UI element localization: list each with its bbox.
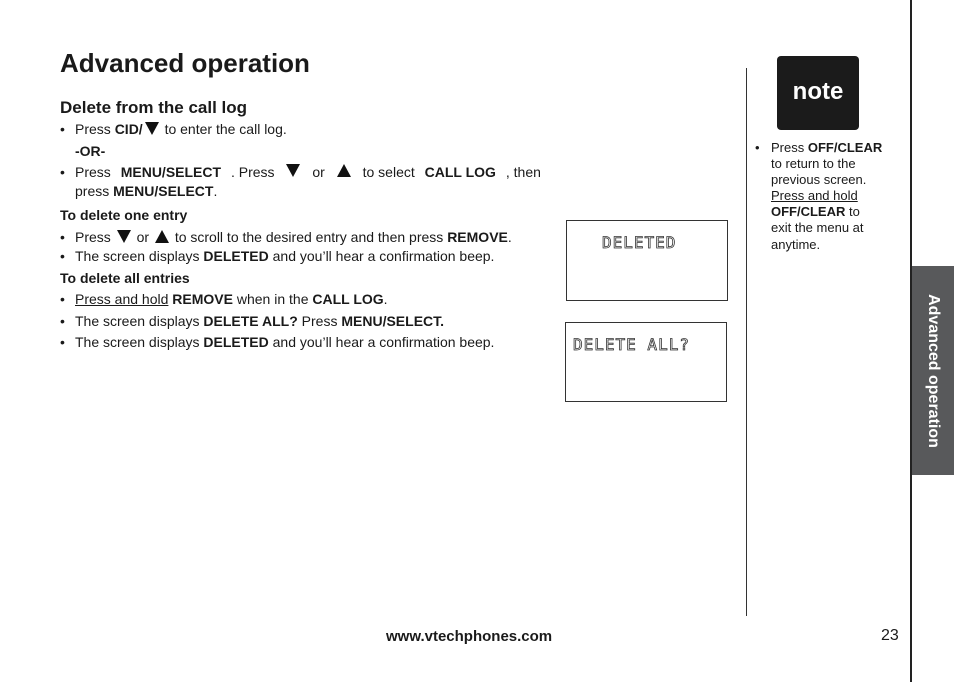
section-tab-label: Advanced operation xyxy=(925,294,942,448)
note-line: to return to the xyxy=(771,156,856,171)
bullet: • xyxy=(60,121,65,137)
bullet: • xyxy=(60,313,65,329)
bullet: • xyxy=(60,291,65,307)
page-title: Advanced operation xyxy=(60,48,310,78)
step-menu-select-cont: press MENU/SELECT. xyxy=(75,183,218,199)
lcd-screen-deleted xyxy=(566,220,728,301)
up-arrow-icon xyxy=(155,230,169,243)
lcd-text-deleted: DELETED xyxy=(602,233,677,252)
down-arrow-icon xyxy=(145,122,159,135)
note-line: exit the menu at xyxy=(771,220,864,235)
all-entries-step-2: The screen displays DELETE ALL? Press MENU/SELECT. xyxy=(75,313,445,329)
note-badge: note xyxy=(777,56,859,130)
note-line: previous screen. xyxy=(771,172,867,187)
all-entries-step-3: The screen displays DELETED and you’ll hear a confirmation beep. xyxy=(75,334,495,350)
lcd-screen-delete-all xyxy=(565,322,727,402)
note-line: Press OFF/CLEAR xyxy=(771,140,883,155)
up-arrow-icon xyxy=(337,164,351,177)
step-cid: Press CID/ to enter the call log. xyxy=(75,121,287,137)
section-tab xyxy=(912,266,954,475)
one-entry-step-2: The screen displays DELETED and you’ll hear a confirmation beep. xyxy=(75,248,495,264)
footer-url: www.vtechphones.com xyxy=(386,628,553,645)
bullet: • xyxy=(755,140,760,155)
note-line: anytime. xyxy=(771,237,821,252)
note-line: OFF/CLEAR to xyxy=(771,204,860,219)
bullet: • xyxy=(60,164,65,180)
one-entry-heading: To delete one entry xyxy=(60,207,188,223)
bullet: • xyxy=(60,334,65,350)
all-entries-step-1: Press and hold REMOVE when in the CALL LOG. xyxy=(75,291,388,307)
bullet: • xyxy=(60,229,65,245)
one-entry-step-1: Press or to scroll to the desired entry and then press REMOVE. xyxy=(75,229,512,245)
bullet: • xyxy=(60,248,65,264)
note-line: Press and hold xyxy=(771,188,858,203)
section-title: Delete from the call log xyxy=(60,98,248,117)
column-divider xyxy=(746,68,747,616)
down-arrow-icon xyxy=(117,230,131,243)
down-arrow-icon xyxy=(286,164,300,177)
page-number: 23 xyxy=(881,627,899,644)
step-menu-select: Press MENU/SELECT . Press or to select CALL LOG , then xyxy=(75,164,541,180)
lcd-text-delete-all: DELETE ALL? xyxy=(573,335,690,354)
all-entries-heading: To delete all entries xyxy=(60,270,190,286)
or-divider: -OR- xyxy=(75,143,106,159)
